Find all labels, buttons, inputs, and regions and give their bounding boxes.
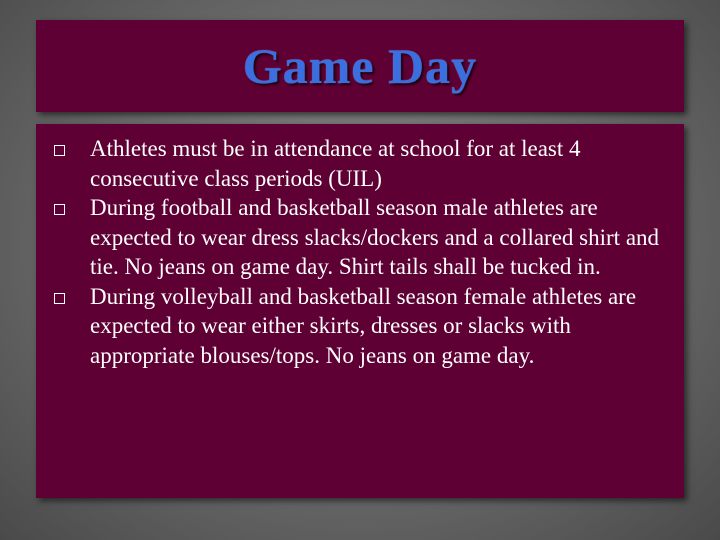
bullet-text: During football and basketball season male athletes are expected to wear dress slacks/dockers and a collared shirt and tie. No jeans on game day. Shirt tails shall be tucked in. xyxy=(90,195,660,279)
bullet-text: Athletes must be in attendance at school for at least 4 consecutive class periods (UIL) xyxy=(90,136,581,191)
bullet-list xyxy=(36,124,684,370)
bullet-text: During volleyball and basketball season female athletes are expected to wear either skirts, dresses or slacks with appropriate blouses/tops. No jeans on game day. xyxy=(90,283,637,368)
square-bullet-icon xyxy=(54,293,65,304)
content-panel xyxy=(36,124,684,498)
title-panel xyxy=(36,20,684,112)
bullet-item-female-dress-code xyxy=(52,282,664,371)
square-bullet-icon xyxy=(54,204,65,215)
square-bullet-icon xyxy=(54,145,65,156)
slide-title: Game Day xyxy=(242,38,478,94)
bullet-item-attendance xyxy=(52,134,664,193)
bullet-item-male-dress-code xyxy=(52,193,664,282)
